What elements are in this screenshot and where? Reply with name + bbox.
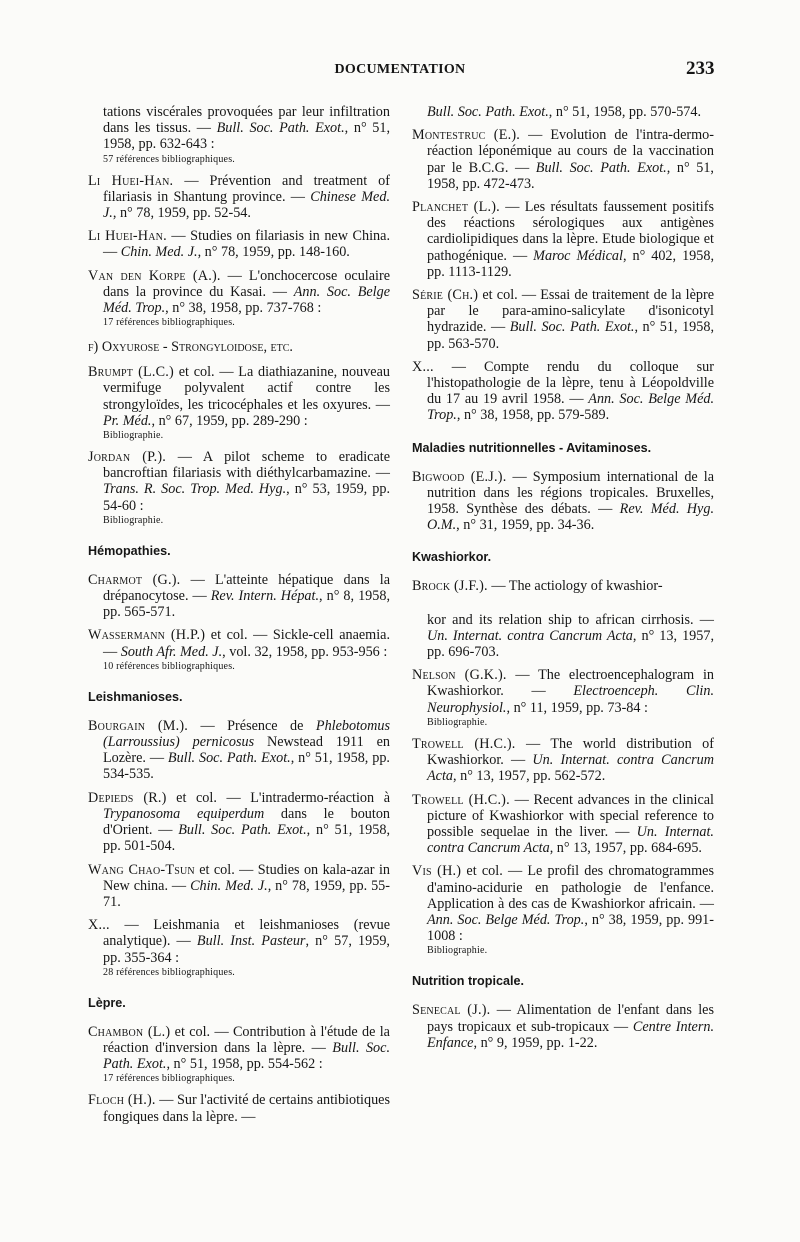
bib-entry: Charmot (G.). — L'atteinte hépatique dans la drépanocytose. — Rev. Intern. Hépat., n° 8, 1958, pp. 565-571.	[88, 571, 391, 621]
bib-entry: X... — Compte rendu du colloque sur l'histopathologie de la lèpre, tenu à Léopoldville du 17 au 19 avril 1958. — Ann. Soc. Belge Méd. Trop., n° 38, 1958, pp. 579-589.	[412, 358, 715, 424]
bib-entry: Wang Chao-Tsun et col. — Studies on kala-azar in New china. — Chin. Med. J., n° 78, 1959, pp. 55-71.	[88, 861, 390, 910]
bib-entry: Trowell (H.C.). — The world distribution of Kwashiorkor. — Un. Internat. contra Cancrum Acta, n° 13, 1957, pp. 562-572.	[412, 735, 714, 785]
bib-entry: Nelson (G.K.). — The electroencephalogram in Kwashiorkor. — Electroenceph. Clin. Neurophysiol., n° 11, 1959, pp. 73-84 : Bibliographie.	[412, 667, 714, 728]
bib-entry: X... — Leishmania et leishmanioses (revue analytique). — Bull. Inst. Pasteur, n° 57, 1959, pp. 355-364 : 28 références bibliographiques.	[88, 917, 390, 978]
bib-entry: Série (Ch.) et col. — Essai de traitement de la lèpre par le para-amino-salicylate d'isonicotyl hydrazide. — Bull. Soc. Path. Exot., n° 51, 1958, pp. 563-570.	[412, 287, 715, 352]
bib-entry: Senecal (J.). — Alimentation de l'enfant dans les pays tropicaux et sub-tropicaux — Centre Intern. Enfance, n° 9, 1959, pp. 1-22.	[412, 1002, 714, 1051]
bib-entry: kor and its relation ship to african cirrhosis. — Un. Internat. contra Cancrum Acta, n° 13, 1957, pp. 696-703.	[427, 611, 714, 661]
right-column	[412, 104, 714, 1058]
bib-entry: Li Huei-Han. — Prévention and treatment of filariasis in Shantung province. — Chinese Med. J., n° 78, 1959, pp. 52-54.	[88, 172, 390, 222]
bib-entry: tations viscérales provoquées par leur infiltration dans les tissus. — Bull. Soc. Path. Exot., n° 51, 1958, pp. 632-643 : 57 références bibliographiques.	[103, 104, 390, 165]
spacer	[412, 602, 714, 612]
bib-entry: Jordan (P.). — A pilot scheme to eradicate bancroftian filariasis with diéthylcarbamazine. — Trans. R. Soc. Trop. Med. Hyg., n° 53, 1959, pp. 54-60 : Bibliographie.	[88, 449, 390, 526]
bib-entry: Bigwood (E.J.). — Symposium international de la nutrition dans les régions tropicales. Bruxelles, 1958. Synthèse des débats. — Rev. Méd. Hyg. O.M., n° 31, 1959, pp. 34-36.	[412, 468, 714, 534]
bib-entry: Wassermann (H.P.) et col. — Sickle-cell anaemia. — South Afr. Med. J., vol. 32, 1958, pp. 953-956 : 10 références bibliographiques.	[88, 627, 390, 672]
bib-entry: Brock (J.F.). — The actiology of kwashior-	[412, 578, 663, 595]
bib-entry: Planchet (L.). — Les résultats faussement positifs des réactions sérologiques aux antigènes cardiolipidiques dans la lèpre. Etude biologique et pathogénique. — Maroc Médical, n° 402, 1958, pp. 1113-1129.	[412, 199, 714, 280]
running-header: DOCUMENTATION	[334, 62, 466, 77]
left-column	[88, 104, 390, 1132]
bib-entry: Vis (H.) et col. — Le profil des chromatogrammes d'amino-acidurie en pathologie de l'enfance. Application à des cas de Kwashiorkor africain. — Ann. Soc. Belge Méd. Trop., n° 38, 1959, pp. 991-1008 : Bibliographie.	[412, 863, 714, 957]
subsection-heading: f) Oxyurose - Strongyloidose, etc.	[88, 339, 293, 356]
bib-entry: Li Huei-Han. — Studies on filariasis in new China. — Chin. Med. J., n° 78, 1959, pp. 148-160.	[88, 228, 390, 261]
section-heading: Hémopathies.	[88, 543, 171, 558]
bib-entry: Van den Korpe (A.). — L'onchocercose oculaire dans la province du Kasai. — Ann. Soc. Belge Méd. Trop., n° 38, 1958, pp. 737-768 : 17 références bibliographiques.	[88, 267, 391, 329]
bib-entry: Bull. Soc. Path. Exot., n° 51, 1958, pp. 570-574.	[427, 104, 702, 120]
bib-entry: Trowell (H.C.). — Recent advances in the clinical picture of Kwashiorkor with special reference to possible sequelae in the liver. — Un. Internat. contra Cancrum Acta, n° 13, 1957, pp. 684-695.	[412, 791, 714, 857]
bib-entry: Brumpt (L.C.) et col. — La diathiazanine, nouveau vermifuge polyvalent actif contre les strongyloïdes, les tricocéphales et les oxyures. — Pr. Méd., n° 67, 1959, pp. 289-290 : Bibliographie.	[88, 364, 390, 442]
section-heading: Maladies nutritionnelles - Avitaminoses.	[412, 440, 652, 455]
bib-entry: Montestruc (E.). — Evolution de l'intra-dermo-réaction léponémique au cours de la vaccination par le B.C.G. — Bull. Soc. Path. Exot., n° 51, 1958, pp. 472-473.	[412, 127, 715, 192]
bib-entry: Bourgain (M.). — Présence de Phlebotomus (Larroussius) pernicosus Newstead 1911 en Lozère. — Bull. Soc. Path. Exot., n° 51, 1958, pp. 534-535.	[88, 717, 391, 783]
section-heading: Leishmanioses.	[88, 689, 183, 704]
bib-entry: Depieds (R.) et col. — L'intradermo-réaction à Trypanosoma equiperdum dans le bouton d'Orient. — Bull. Soc. Path. Exot., n° 51, 1958, pp. 501-504.	[88, 789, 391, 855]
section-heading: Nutrition tropicale.	[412, 974, 524, 989]
bib-entry: Chambon (L.) et col. — Contribution à l'étude de la réaction d'inversion dans la lèpre. — Bull. Soc. Path. Exot., n° 51, 1958, pp. 554-562 : 17 références bibliographiques.	[88, 1023, 390, 1085]
section-heading: Lèpre.	[88, 995, 126, 1010]
section-heading: Kwashiorkor.	[412, 550, 492, 565]
bib-entry: Floch (H.). — Sur l'activité de certains antibiotiques fongiques dans la lèpre. —	[88, 1092, 390, 1125]
page-number: 233	[686, 58, 715, 79]
